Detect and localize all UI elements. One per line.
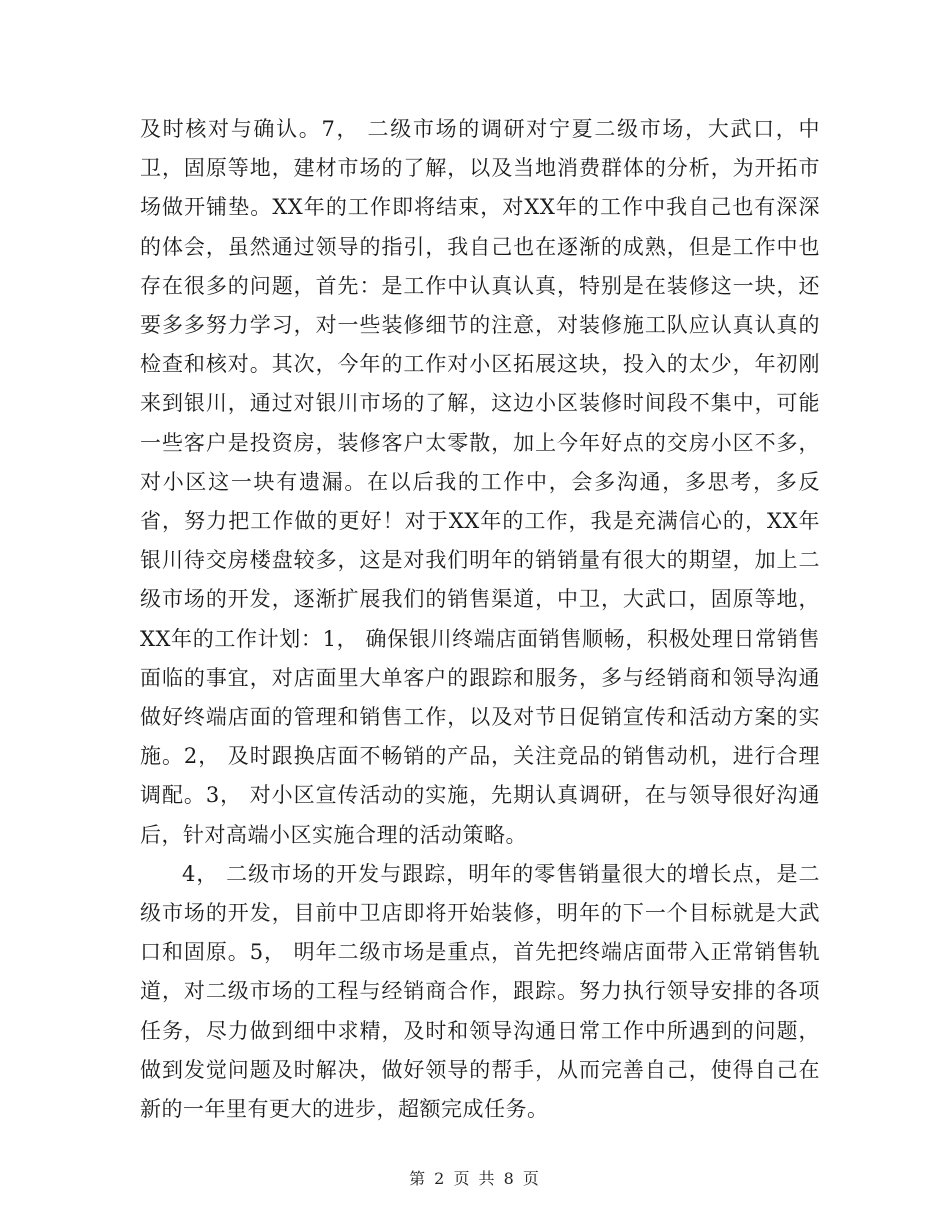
- paragraph-1: 及时核对与确认。7， 二级市场的调研对宁夏二级市场，大武口，中卫，固原等地，建材市场的了解，以及当地消费群体的分析，为开拓市场做开铺垫。XX年的工作即将结束，对XX年的工作中我自己也有深深的体会，虽然通过领导的指引，我自己也在逐渐的成熟，但是工作中也存在很多的问题，首先：是工作中认真认真，特别是在装修这一块，还要多多努力学习，对一些装修细节的注意，对装修施工队应认真认真的检查和核对。其次，今年的工作对小区拓展这块，投入的太少，年初刚来到银川，通过对银川市场的了解，这边小区装修时间段不集中，可能一些客户是投资房，装修客户太零散，加上今年好点的交房小区不多，对小区这一块有遗漏。在以后我的工作中，会多沟通，多思考，多反省，努力把工作做的更好！对于XX年的工作，我是充满信心的，XX年银川待交房楼盘较多，这是对我们明年的销销量有很大的期望，加上二级市场的开发，逐渐扩展我们的销售渠道，中卫，大武口，固原等地，XX年的工作计划：1， 确保银川终端店面销售顺畅，积极处理日常销售面临的事宜，对店面里大单客户的跟踪和服务，多与经销商和领导沟通做好终端店面的管理和销售工作，以及对节日促销宣传和活动方案的实施。2， 及时跟换店面不畅销的产品，关注竞品的销售动机，进行合理调配。3， 对小区宣传活动的实施，先期认真调研，在与领导很好沟通后，针对高端小区实施合理的活动策略。: [140, 117, 820, 847]
- document-body: [140, 110, 820, 1129]
- page-number-footer: 第 2 页 共 8 页: [409, 1169, 541, 1188]
- paragraph-2: 4， 二级市场的开发与跟踪，明年的零售销量很大的增长点，是二级市场的开发，目前中卫店即将开始装修，明年的下一个目标就是大武口和固原。5， 明年二级市场是重点，首先把终端店面带入正常销售轨道，对二级市场的工程与经销商合作，跟踪。努力执行领导安排的各项任务，尽力做到细中求精，及时和领导沟通日常工作中所遇到的问题，做到发觉问题及时解决，做好领导的帮手，从而完善自己，使得自己在新的一年里有更大的进步，超额完成任务。: [140, 861, 820, 1122]
